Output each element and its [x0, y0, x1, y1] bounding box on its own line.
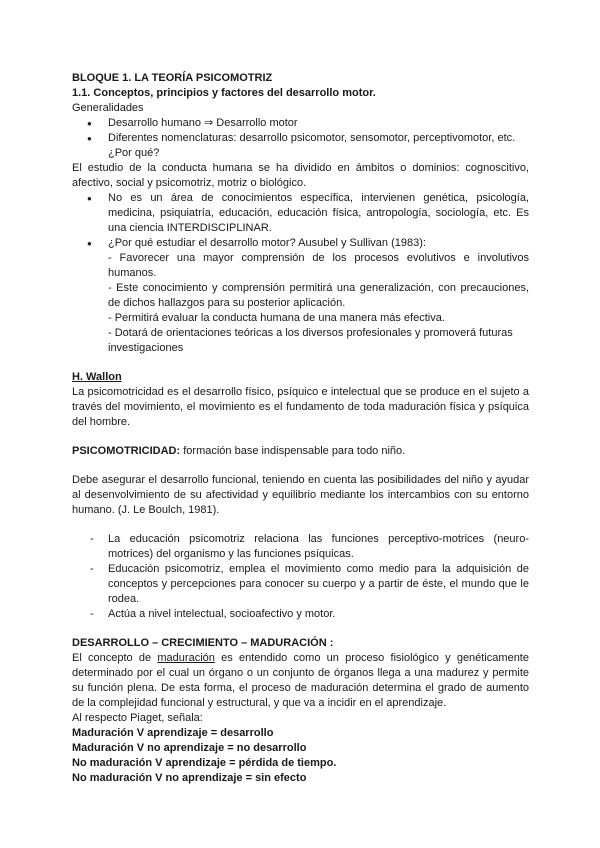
piaget-line: No maduración V aprendizaje = pérdida de tiempo. [72, 757, 337, 769]
sub-item: - Permitirá evaluar la conducta humana de una manera más efectiva. [108, 312, 445, 324]
debe-paragraph: Debe asegurar el desarrollo funcional, teniendo en cuenta las posibilidades del niño y ayudar al desenvolvimiento de su afectividad y equilibrio mediante los intercambios con su entorno humano. (J. Le Boulch, 1981). [72, 474, 529, 516]
dash-list-educacion [72, 532, 529, 622]
dash-item: - La educación psicomotriz relaciona las funciones perceptivo-motrices (neuro-motrices) del organismo y las funciones psíquicas. [72, 532, 529, 562]
bullet-item: ● Desarrollo humano ⇒ Desarrollo motor [72, 116, 529, 131]
sub-item: - Favorecer una mayor comprensión de los procesos evolutivos e involutivos humanos. [108, 252, 529, 279]
maduracion-paragraph [72, 651, 529, 711]
dash-item: - Actúa a nivel intelectual, socioafectivo y motor. [72, 607, 529, 622]
dash-item: - Educación psicomotriz, emplea el movimiento como medio para la adquisición de conceptos y percepciones para conocer su cuerpo y a partir de éste, el mundo que le rodea. [72, 562, 529, 607]
generalidades-label: Generalidades [72, 102, 144, 114]
sub-item: - Dotará de orientaciones teóricas a los diversos profesionales y promoverá futuras investigaciones [108, 327, 513, 354]
desarrollo-heading: DESARROLLO – CRECIMIENTO – MADURACIÓN : [72, 637, 334, 649]
document-title: BLOQUE 1. LA TEORÍA PSICOMOTRIZ [72, 72, 273, 84]
piaget-line: Maduración V no aprendizaje = no desarrollo [72, 742, 307, 754]
wallon-heading: H. Wallon [72, 371, 122, 383]
maduracion-text-post: es entendido como un proceso fisiológico y genéticamente determinado por el cual un órgano o un conjunto de órganos llega a una madurez y permite su función plena. De esta forma, el proceso de maduración determina el grado de aumento de la complejidad funcional y estructural, y que va a incidir en el aprendizaje. [72, 652, 529, 709]
bullet-list-generalidades [72, 116, 529, 161]
sub-item: - Este conocimiento y comprensión permitirá una generalización, con precauciones, de dichos hallazgos para su posterior aplicación. [108, 282, 529, 309]
psicomotricidad-text: formación base indispensable para todo niño. [180, 445, 406, 457]
psicomotricidad-label: PSICOMOTRICIDAD: [72, 445, 181, 457]
piaget-line: No maduración V no aprendizaje = sin efecto [72, 772, 307, 784]
piaget-line: Maduración V aprendizaje = desarrollo [72, 727, 274, 739]
bullet-item: ● Diferentes nomenclaturas: desarrollo psicomotor, sensomotor, perceptivomotor, etc. ¿Por qué? [72, 131, 529, 161]
bullet-item-interdisciplinar: ● No es un área de conocimientos específica, intervienen genética, psicología, medicina, psiquiatría, educación, educación física, antropología, sociología, etc. Es una ciencia INTERDISCIPLINAR. [72, 191, 529, 236]
bullet-list-ciencia [72, 191, 529, 251]
section-subtitle: 1.1. Conceptos, principios y factores del desarrollo motor. [72, 87, 376, 99]
paragraph-dominios: El estudio de la conducta humana se ha dividido en ámbitos o dominios: cognoscitivo, afectivo, social y psicomotriz, motriz o biológico. [72, 162, 529, 189]
piaget-intro: Al respecto Piaget, señala: [72, 712, 203, 724]
psicomotricidad-definition [72, 444, 529, 459]
bullet-item-porque: ● ¿Por qué estudiar el desarrollo motor? Ausubel y Sullivan (1983): [72, 236, 529, 251]
document-page [72, 71, 529, 786]
wallon-paragraph: La psicomotricidad es el desarrollo físico, psíquico e intelectual que se produce en el sujeto a través del movimiento, el movimiento es el fundamento de toda maduración física y psíquica del hombre. [72, 386, 529, 428]
maduracion-text-pre: El concepto de [72, 652, 158, 664]
maduracion-keyword: maduración [157, 652, 215, 664]
porque-sub-items [72, 251, 529, 356]
